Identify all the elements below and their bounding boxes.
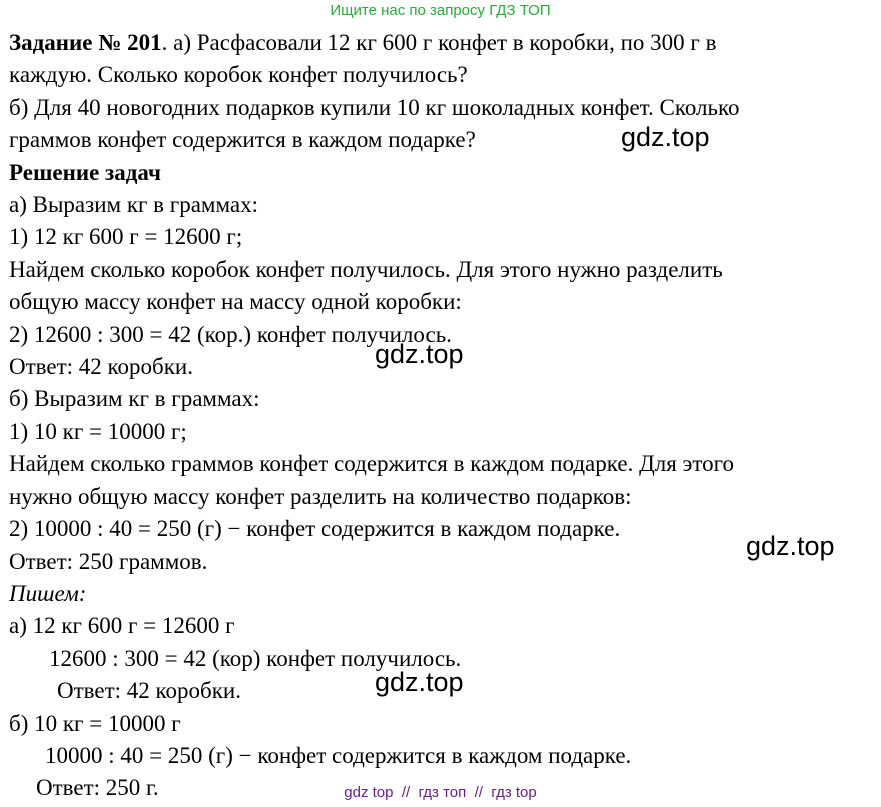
solution-line: 1) 12 кг 600 г = 12600 г; (9, 224, 243, 250)
task-text-a: . а) Расфасовали 12 кг 600 г конфет в коробки, по 300 г в (161, 30, 717, 55)
solution-line: Найдем сколько граммов конфет содержится в каждом подарке. Для этого (9, 451, 735, 477)
watermark: gdz.top (621, 122, 710, 152)
solution-line: 2) 12600 : 300 = 42 (кор.) конфет получилось. (9, 321, 452, 347)
solution-line: а) Выразим кг в граммах: (9, 192, 258, 218)
footer-separator: // (393, 784, 419, 801)
written-a-line-1: а) 12 кг 600 г = 12600 г (9, 613, 235, 639)
solution-line: нужно общую массу конфет разделить на количество подарков: (9, 483, 632, 509)
solution-answer-a: Ответ: 42 коробки. (9, 354, 193, 380)
solution-answer-b: Ответ: 250 граммов. (9, 548, 208, 574)
written-b-line-1: б) 10 кг = 10000 г (9, 710, 181, 736)
solution-line: Найдем сколько коробок конфет получилось. Для этого нужно разделить (9, 256, 723, 282)
written-b-line-2: 10000 : 40 = 250 (г) − конфет содержится в каждом подарке. (45, 742, 632, 768)
solution-heading: Решение задач (9, 159, 161, 185)
solution-line: общую массу конфет на массу одной коробки: (9, 289, 462, 315)
watermark: gdz.top (746, 531, 835, 561)
footer (0, 781, 881, 805)
footer-link-gdz-top-ru[interactable]: гдз топ (418, 784, 467, 801)
footer-link-gdz-top[interactable]: gdz top (344, 784, 394, 801)
written-b-answer: Ответ: 250 г. (36, 775, 159, 801)
solution-line: 2) 10000 : 40 = 250 (г) − конфет содержится в каждом подарке. (9, 516, 621, 542)
watermark: gdz.top (375, 667, 464, 697)
task-line-2: каждую. Сколько коробок конфет получилось? (9, 62, 468, 88)
solution-line: 1) 10 кг = 10000 г; (9, 418, 187, 444)
watermark: gdz.top (375, 339, 464, 369)
footer-separator: // (466, 784, 492, 801)
footer-link-gdz-top-mixed[interactable]: гдз top (491, 784, 537, 801)
top-banner: Ищите нас по запросу ГДЗ ТОП (330, 2, 551, 19)
task-line-1 (9, 27, 875, 59)
task-title: Задание № 201 (9, 30, 162, 55)
task-line-3: б) Для 40 новогодних подарков купили 10 кг шоколадных конфет. Сколько (9, 94, 740, 120)
written-a-line-2: 12600 : 300 = 42 (кор) конфет получилось. (49, 645, 462, 671)
written-a-answer: Ответ: 42 коробки. (57, 678, 241, 704)
written-heading: Пишем: (9, 580, 87, 606)
solution-line: б) Выразим кг в граммах: (9, 386, 260, 412)
task-line-4: граммов конфет содержится в каждом подарке? (9, 127, 476, 153)
